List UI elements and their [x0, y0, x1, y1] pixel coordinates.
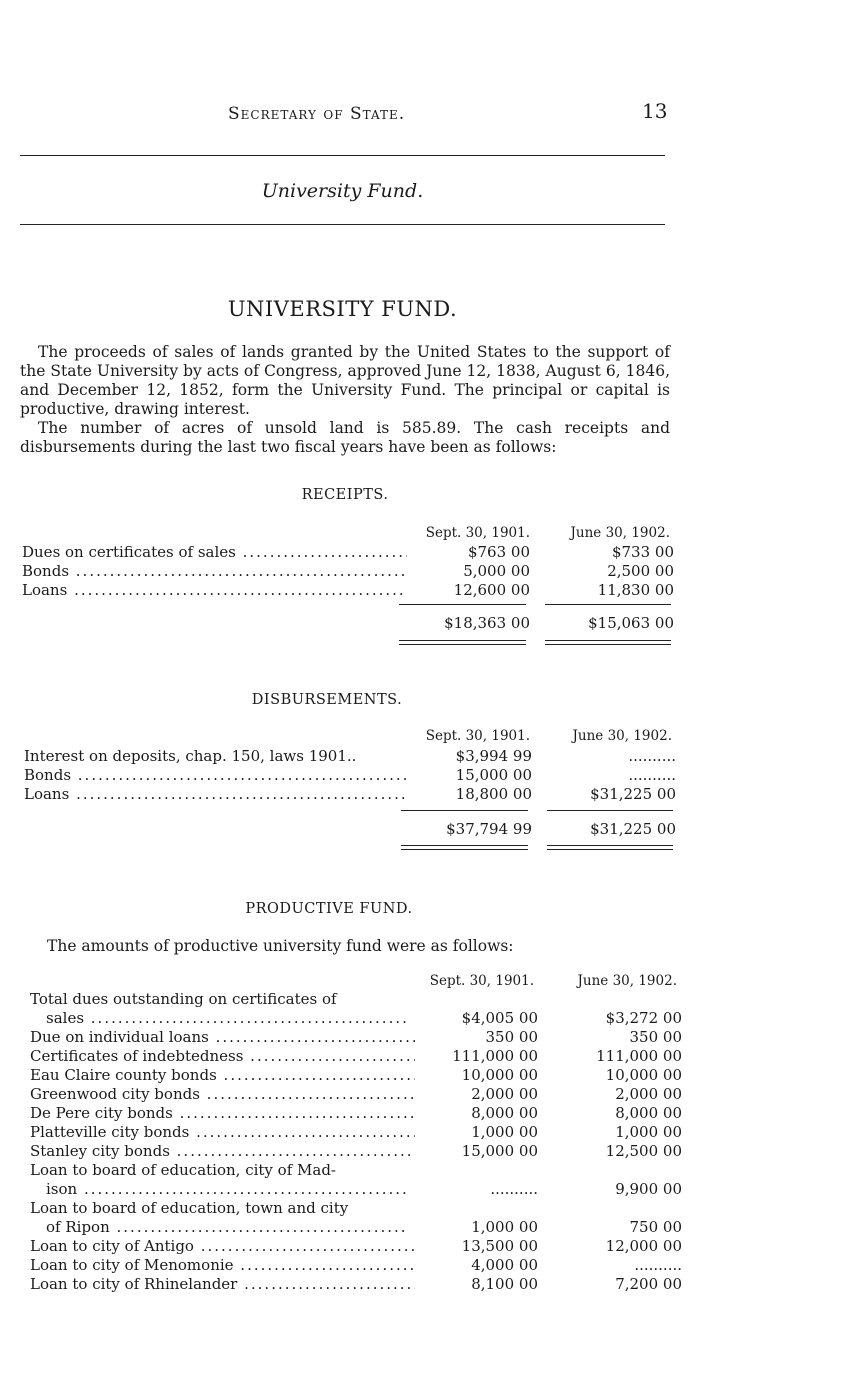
row-label: Certificates of indebtedness ..... — [30, 1047, 415, 1065]
row-label: Platteville city bonds ..... — [30, 1123, 415, 1141]
receipts-row — [22, 543, 682, 562]
row-value-1902: 1,000 00 — [615, 1123, 682, 1141]
receipts-row — [22, 581, 682, 600]
row-value-1901: 350 00 — [485, 1028, 538, 1046]
receipts-total-1901: $18,363 00 — [444, 614, 530, 632]
row-value-1902: .......... — [628, 766, 676, 784]
row-value-1902: $3,272 00 — [605, 1009, 682, 1027]
disbursements-sum-line-1 — [401, 810, 528, 811]
productive-row — [30, 1123, 690, 1142]
disbursements-title: DISBURSEMENTS. — [251, 692, 403, 708]
disbursements-total-row — [24, 820, 684, 839]
productive-row — [30, 990, 690, 1009]
row-value-1901: 12,600 00 — [453, 581, 530, 599]
row-label: Greenwood city bonds ..... — [30, 1085, 415, 1103]
disbursements-double-rule-2 — [547, 845, 673, 850]
row-value-1901: $4,005 00 — [461, 1009, 538, 1027]
intro-paragraph-1: The proceeds of sales of lands granted by the United States to the support of the State University by acts of Congress, approved June 12, 1838, August 6, 1846, and December 12, 1852, form the University Fund. The principal or capital is productive, drawing interest. — [20, 343, 670, 418]
disbursements-sum-line-2 — [547, 810, 673, 811]
row-value-1902: 750 00 — [629, 1218, 682, 1236]
row-label: Loans ..... — [24, 785, 409, 803]
disbursements-row — [24, 747, 684, 766]
productive-row — [30, 1009, 690, 1028]
row-value-1902: 12,000 00 — [605, 1237, 682, 1255]
row-label: sales ..... — [46, 1009, 406, 1027]
productive-row — [30, 1028, 690, 1047]
productive-col2-header: June 30, 1902. — [577, 973, 677, 989]
receipts-double-rule-2 — [545, 640, 671, 645]
page-header-title: Secretary of State. — [228, 104, 406, 124]
productive-row — [30, 1237, 690, 1256]
row-value-1902: 12,500 00 — [605, 1142, 682, 1160]
row-value-1902: $733 00 — [611, 543, 674, 561]
intro-paragraph-2: The number of acres of unsold land is 585.89. The cash receipts and disbursements during the last two fiscal years have been as follows: — [20, 419, 670, 456]
row-value-1901: 111,000 00 — [452, 1047, 538, 1065]
row-label: of Ripon ..... — [46, 1218, 406, 1236]
row-value-1901: 10,000 00 — [461, 1066, 538, 1084]
productive-title: PRODUCTIVE FUND. — [245, 901, 413, 917]
productive-row — [30, 1256, 690, 1275]
row-value-1902: 350 00 — [629, 1028, 682, 1046]
receipts-col1-header: Sept. 30, 1901. — [425, 525, 530, 541]
page-number: 13 — [642, 99, 668, 123]
row-label: Loans ..... — [22, 581, 407, 599]
receipts-double-rule-1 — [399, 640, 526, 645]
row-value-1902: 10,000 00 — [605, 1066, 682, 1084]
row-value-1901: 4,000 00 — [471, 1256, 538, 1274]
header-rule-top — [20, 155, 665, 156]
productive-row — [30, 1104, 690, 1123]
row-label: Loan to board of education, town and city — [30, 1199, 349, 1217]
productive-row — [30, 1085, 690, 1104]
disbursements-double-rule-1 — [401, 845, 528, 850]
disbursements-total-1902: $31,225 00 — [590, 820, 676, 838]
row-label: Bonds ..... — [24, 766, 409, 784]
productive-row — [30, 1047, 690, 1066]
receipts-total-row — [22, 614, 682, 633]
row-value-1902: .......... — [634, 1256, 682, 1274]
row-value-1902: 8,000 00 — [615, 1104, 682, 1122]
productive-row — [30, 1066, 690, 1085]
row-value-1901: $3,994 99 — [455, 747, 532, 765]
row-value-1902: 11,830 00 — [597, 581, 674, 599]
row-value-1901: 18,800 00 — [455, 785, 532, 803]
row-label: Dues on certificates of sales ..... — [22, 543, 407, 561]
disbursements-col2-header: June 30, 1902. — [572, 728, 672, 744]
productive-col1-header: Sept. 30, 1901. — [429, 973, 534, 989]
section-title: UNIVERSITY FUND. — [227, 297, 458, 321]
row-value-1902: 2,000 00 — [615, 1085, 682, 1103]
row-value-1902: $31,225 00 — [590, 785, 676, 803]
row-value-1901: 1,000 00 — [471, 1123, 538, 1141]
receipts-total-1902: $15,063 00 — [588, 614, 674, 632]
row-label: Due on individual loans ..... — [30, 1028, 415, 1046]
disbursements-col1-header: Sept. 30, 1901. — [425, 728, 530, 744]
row-label: Loan to board of education, city of Mad- — [30, 1161, 336, 1179]
row-label: Total dues outstanding on certificates of — [30, 990, 337, 1008]
receipts-row — [22, 562, 682, 581]
row-label: Eau Claire county bonds ..... — [30, 1066, 415, 1084]
receipts-col2-header: June 30, 1902. — [570, 525, 670, 541]
intro-paragraphs — [20, 343, 670, 457]
row-value-1901: 2,000 00 — [471, 1085, 538, 1103]
row-value-1902: .......... — [628, 747, 676, 765]
productive-row — [30, 1161, 690, 1180]
row-value-1902: 7,200 00 — [615, 1275, 682, 1293]
row-value-1901: 15,000 00 — [461, 1142, 538, 1160]
row-value-1901: $763 00 — [467, 543, 530, 561]
row-value-1901: 8,100 00 — [471, 1275, 538, 1293]
disbursements-row — [24, 785, 684, 804]
row-value-1901: 5,000 00 — [463, 562, 530, 580]
productive-row — [30, 1275, 690, 1294]
productive-row — [30, 1218, 690, 1237]
row-label: Loan to city of Menomonie ..... — [30, 1256, 415, 1274]
row-value-1902: 2,500 00 — [607, 562, 674, 580]
row-value-1902: 9,900 00 — [615, 1180, 682, 1198]
receipts-sum-line-1 — [399, 604, 526, 605]
row-value-1901: .......... — [490, 1180, 538, 1198]
receipts-title: RECEIPTS. — [301, 487, 389, 503]
receipts-sum-line-2 — [545, 604, 671, 605]
row-label: Loan to city of Antigo ..... — [30, 1237, 415, 1255]
row-value-1902: 111,000 00 — [596, 1047, 682, 1065]
row-label: Bonds ..... — [22, 562, 407, 580]
row-value-1901: 8,000 00 — [471, 1104, 538, 1122]
disbursements-total-1901: $37,794 99 — [446, 820, 532, 838]
row-value-1901: 1,000 00 — [471, 1218, 538, 1236]
running-title: University Fund. — [261, 180, 424, 202]
row-label: Interest on deposits, chap. 150, laws 1901.. — [24, 747, 357, 765]
row-value-1901: 15,000 00 — [455, 766, 532, 784]
row-label: ison ..... — [46, 1180, 406, 1198]
productive-row — [30, 1199, 690, 1218]
productive-row — [30, 1180, 690, 1199]
productive-row — [30, 1142, 690, 1161]
row-label: Stanley city bonds ..... — [30, 1142, 415, 1160]
header-rule-bottom — [20, 224, 665, 225]
row-label: De Pere city bonds ..... — [30, 1104, 415, 1122]
disbursements-row — [24, 766, 684, 785]
row-value-1901: 13,500 00 — [461, 1237, 538, 1255]
row-label: Loan to city of Rhinelander ..... — [30, 1275, 415, 1293]
productive-intro: The amounts of productive university fund were as follows: — [47, 937, 514, 955]
